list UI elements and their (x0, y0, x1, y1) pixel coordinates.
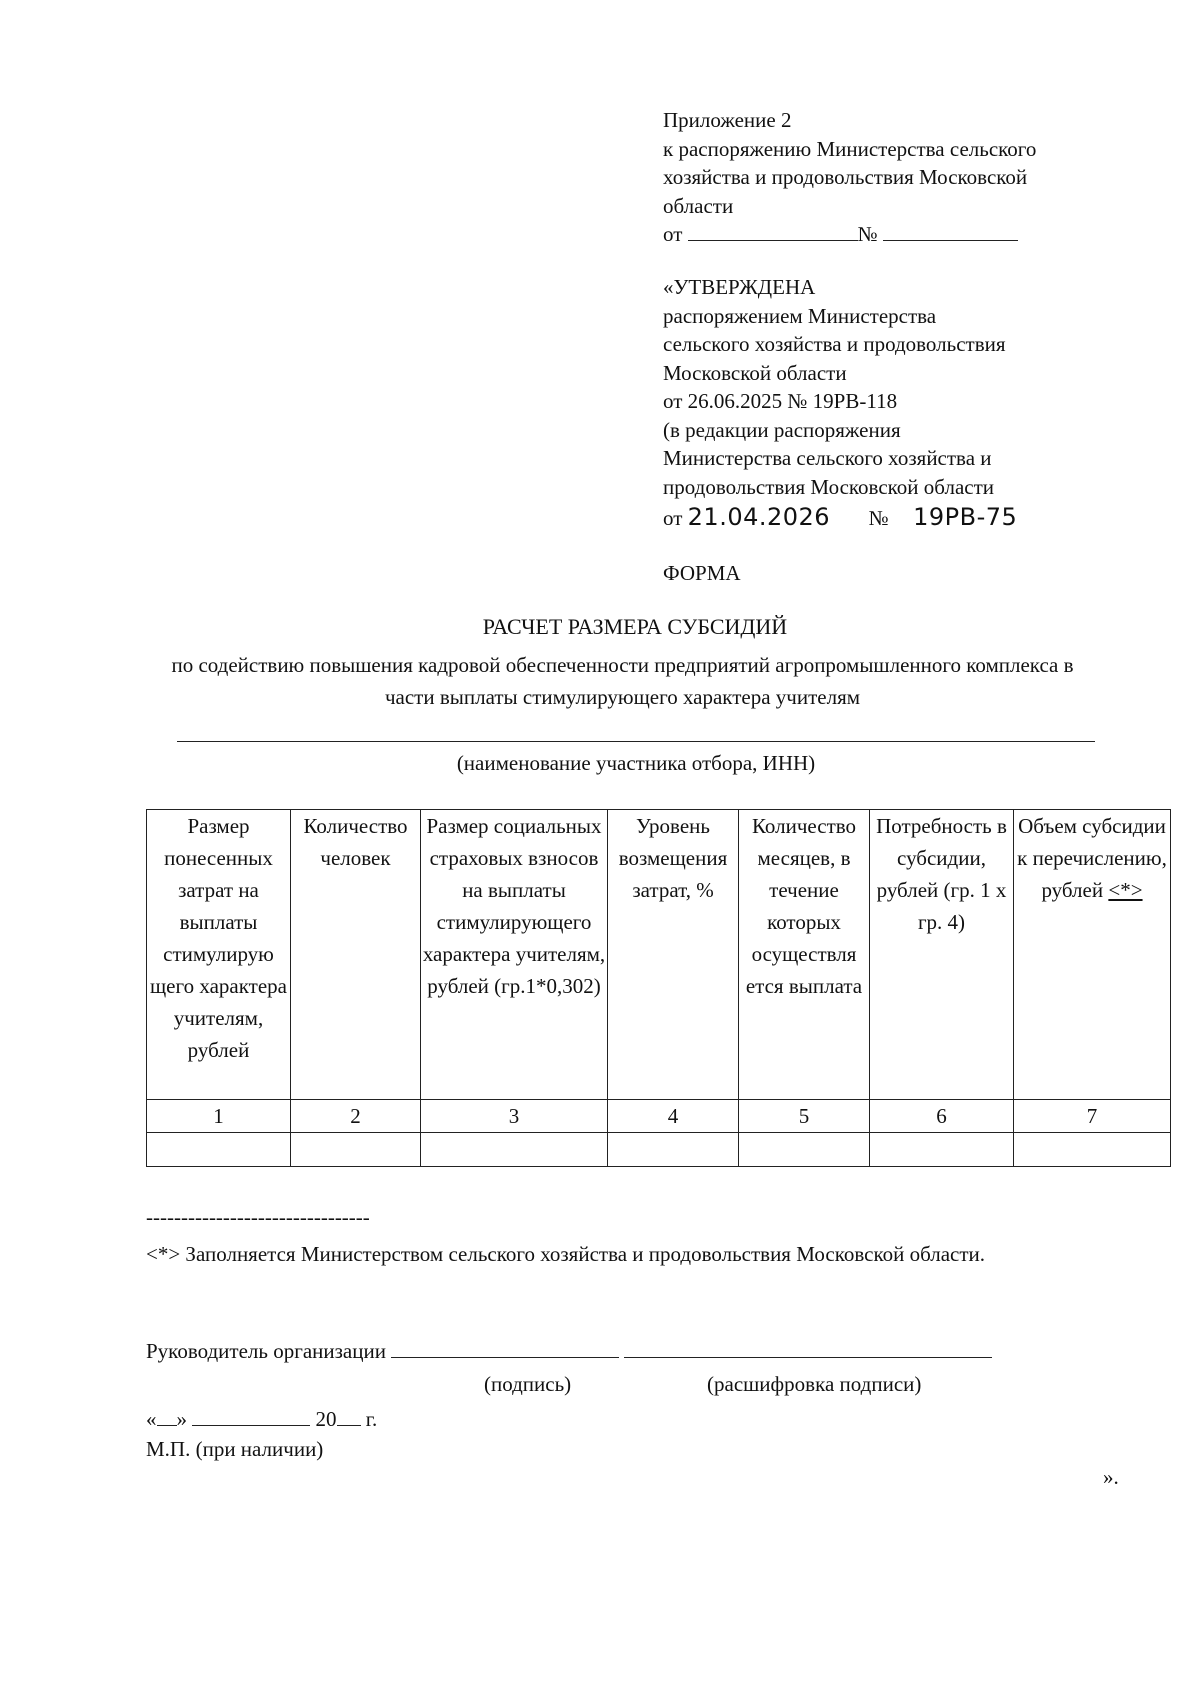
approved-number-label: № (868, 506, 889, 530)
approved-line-7: Министерства сельского хозяйства и (663, 446, 992, 470)
approved-line-5: от 26.06.2025 № 19РВ-118 (663, 389, 898, 413)
table-number-row (147, 1100, 1171, 1133)
footnote-separator: -------------------------------- (146, 1205, 370, 1229)
header-cell-5: Количество месяцев, в течение которых осуществля ется выплата (739, 810, 870, 1100)
column-number-6: 6 (870, 1100, 1014, 1133)
date-month-blank (192, 1405, 310, 1426)
document-title: РАСЧЕТ РАЗМЕРА СУБСИДИЙ (482, 614, 788, 639)
approved-edit-number: 19РВ-75 (913, 503, 1018, 531)
closing-quote: ». (1103, 1465, 1119, 1489)
approved-line-3: сельского хозяйства и продовольствия (663, 332, 1006, 356)
date-close-quote: » (176, 1407, 187, 1431)
signature-decode-caption: (расшифровка подписи) (707, 1372, 922, 1396)
signature-line (146, 1337, 992, 1364)
appendix-date-blank (688, 220, 858, 241)
column-number-5: 5 (739, 1100, 870, 1133)
date-day-blank (157, 1405, 177, 1426)
header-cell-6: Потребность в субсидии, рублей (гр. 1 х гр. 4) (870, 810, 1014, 1100)
table-cell (739, 1133, 870, 1167)
table-cell (147, 1133, 291, 1167)
header-cell-7-ref: <*> (1108, 878, 1143, 902)
footnote-text: <*> Заполняется Министерством сельского хозяйства и продовольствия Московской области. (146, 1242, 986, 1266)
header-cell-2: Количество человек (291, 810, 421, 1100)
date-year-blank (337, 1405, 361, 1426)
header-cell-7 (1014, 810, 1171, 1100)
date-open-quote: « (146, 1407, 157, 1431)
header-cell-7-text: Объем субсидии к перечислению, рублей (1017, 814, 1167, 902)
approved-line-1: «УТВЕРЖДЕНА (663, 275, 816, 299)
table-cell (1014, 1133, 1171, 1167)
approved-from-label: от (663, 506, 683, 530)
appendix-line-2: к распоряжению Министерства сельского (663, 136, 1037, 161)
header-cell-3: Размер социальных страховых взносов на выплаты стимулирующего характера учителям, рублей (гр.1*0,302) (421, 810, 608, 1100)
appendix-date-number-line (663, 220, 1133, 249)
appendix-line-3: хозяйства и продовольствия Московской (663, 165, 1028, 189)
table-cell (291, 1133, 421, 1167)
participant-caption: (наименование участника отбора, ИНН) (456, 751, 816, 775)
appendix-line-1: Приложение 2 (663, 108, 792, 132)
table-cell (870, 1133, 1014, 1167)
signature-caption: (подпись) (484, 1372, 572, 1396)
signature-decode-blank (624, 1337, 992, 1358)
appendix-block (663, 106, 1133, 249)
approved-edit-date: 21.04.2026 (687, 503, 831, 531)
signature-blank (391, 1337, 619, 1358)
subsidy-table (146, 809, 1171, 1167)
table-cell (608, 1133, 739, 1167)
column-number-2: 2 (291, 1100, 421, 1133)
column-number-3: 3 (421, 1100, 608, 1133)
appendix-from-label: от (663, 222, 683, 246)
appendix-line-4: области (663, 193, 734, 218)
approved-block (663, 273, 1143, 533)
approved-line-4: Московской области (663, 360, 847, 385)
appendix-number-label: № (857, 222, 878, 246)
table-cell (421, 1133, 608, 1167)
approved-edit-line (663, 503, 1143, 533)
table-row (147, 1133, 1171, 1167)
participant-name-line (177, 741, 1095, 742)
column-number-1: 1 (147, 1100, 291, 1133)
stamp-note: М.П. (при наличии) (146, 1437, 324, 1461)
signature-label: Руководитель организации (146, 1339, 386, 1363)
approved-line-6: (в редакции распоряжения (663, 417, 901, 442)
form-label: ФОРМА (663, 561, 741, 585)
approved-line-8: продовольствия Московской области (663, 474, 994, 499)
column-number-7: 7 (1014, 1100, 1171, 1133)
appendix-number-blank (883, 220, 1018, 241)
document-subtitle: по содействию повышения кадровой обеспеченности предприятий агропромышленного комплекса в части выплаты стимулирующего характера учителям (171, 653, 1074, 709)
table-header-row (147, 810, 1171, 1100)
date-year-prefix: 20 (315, 1407, 337, 1431)
column-number-4: 4 (608, 1100, 739, 1133)
date-year-suffix: г. (365, 1407, 378, 1431)
header-cell-4: Уровень возмещения затрат, % (608, 810, 739, 1100)
header-cell-1: Размер понесенных затрат на выплаты стимулирую щего характера учителям, рублей (147, 810, 291, 1100)
approved-line-2: распоряжением Министерства (663, 303, 937, 328)
date-line (146, 1405, 377, 1432)
